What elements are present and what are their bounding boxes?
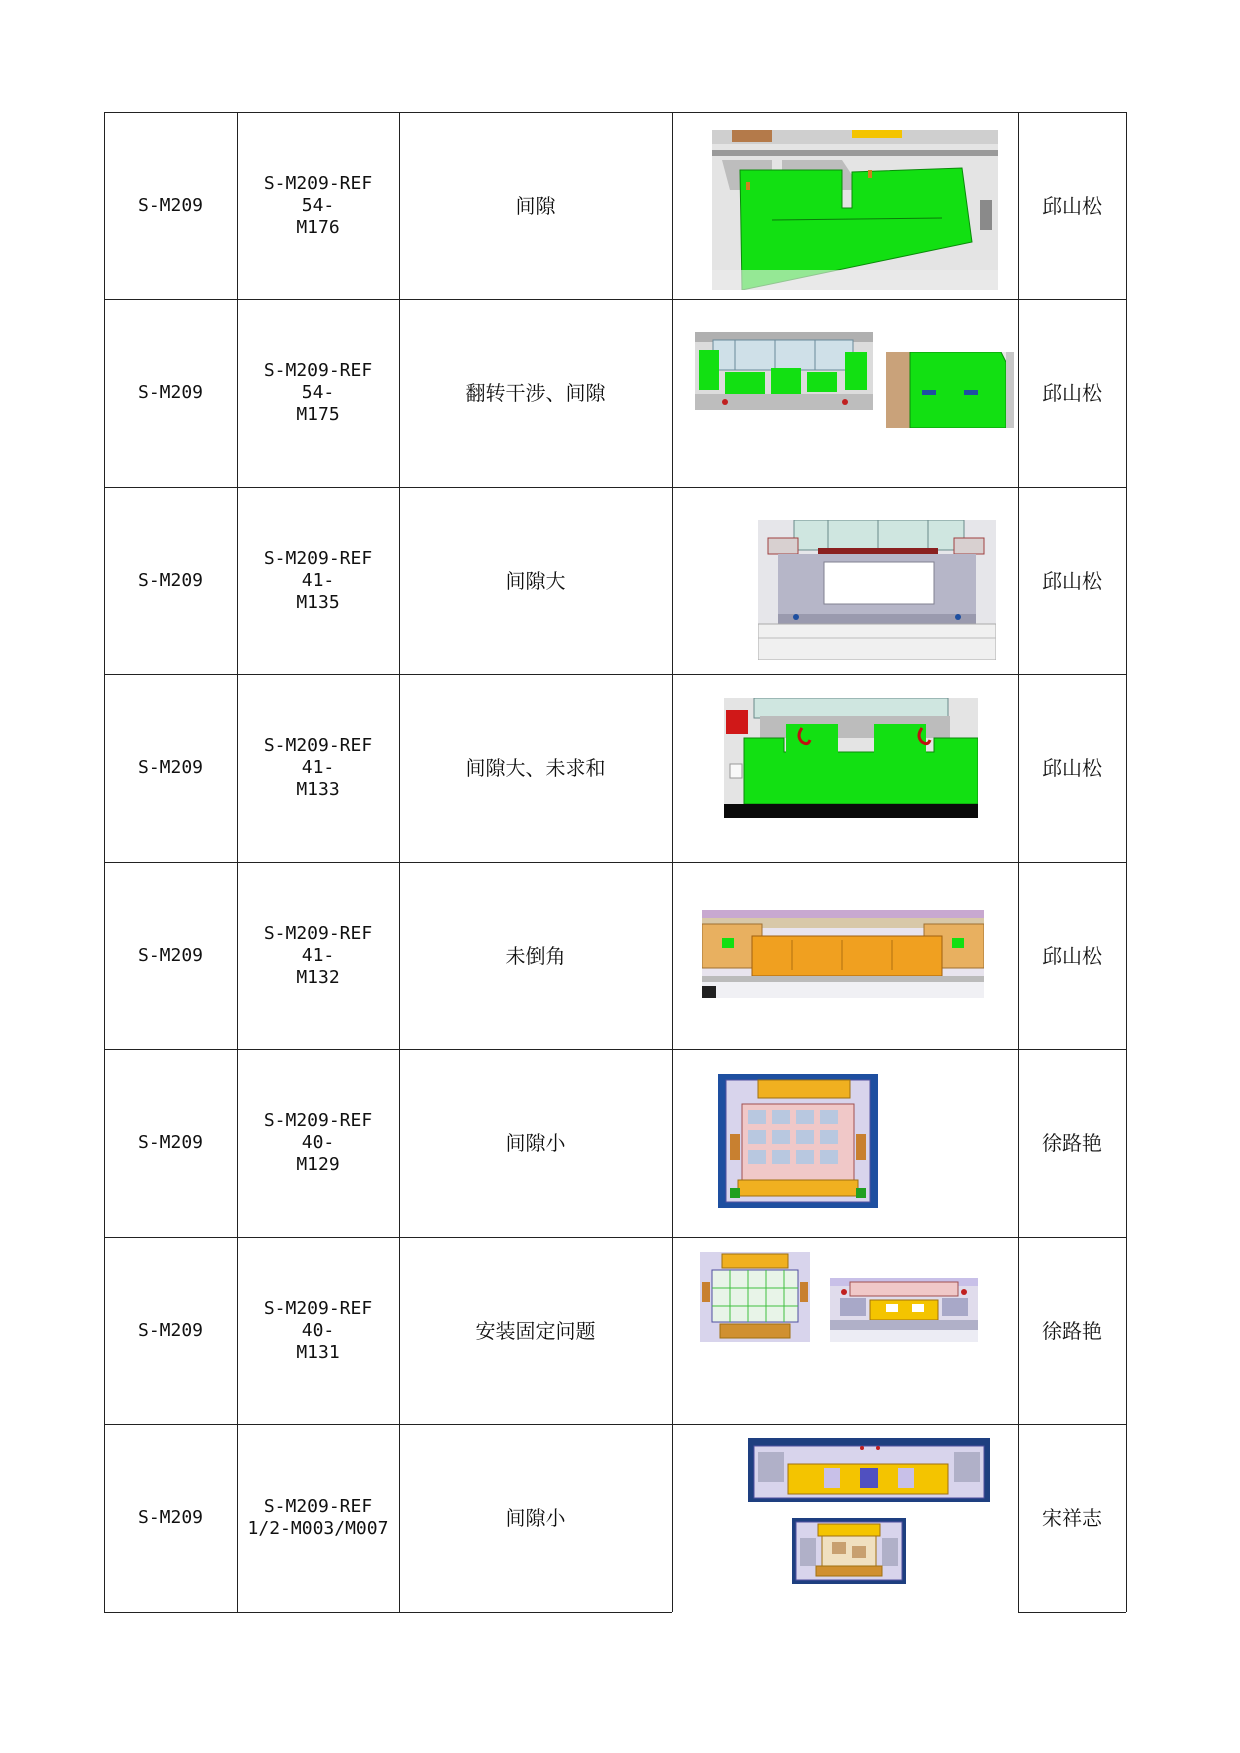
part-number-suffix: M129 <box>296 1154 340 1175</box>
issue-table <box>104 112 1126 1612</box>
model-code: S-M209 <box>137 382 204 403</box>
issue-cell <box>399 487 672 674</box>
issue-description: 间隙 <box>515 193 556 218</box>
issue-description: 安装固定问题 <box>475 1318 596 1343</box>
owner-cell <box>1018 1424 1126 1612</box>
table-row <box>104 1049 237 1237</box>
issue-description: 间隙大、未求和 <box>465 756 606 780</box>
part-number: S-M209-REF 41- <box>263 735 373 778</box>
cad-screenshot <box>792 1518 906 1584</box>
cad-screenshot <box>702 910 984 998</box>
owner-cell <box>1018 487 1126 674</box>
model-code: S-M209 <box>137 757 204 778</box>
table-row <box>104 674 237 862</box>
owner-cell <box>1018 112 1126 299</box>
issue-description: 间隙大 <box>505 568 566 593</box>
part-number: S-M209-REF 41- <box>263 922 373 966</box>
issue-cell <box>399 1049 672 1237</box>
owner-cell <box>1018 1237 1126 1424</box>
part-number-cell <box>237 1049 399 1237</box>
part-number: S-M209-REF 40- <box>263 1297 373 1341</box>
owner-cell <box>1018 299 1126 487</box>
model-code: S-M209 <box>137 944 204 966</box>
model-code: S-M209 <box>137 194 204 216</box>
part-number-suffix: M175 <box>296 404 340 425</box>
model-code: S-M209 <box>137 1132 204 1153</box>
cad-screenshot <box>718 1074 878 1208</box>
part-number-cell <box>237 112 399 299</box>
issue-description: 间隙小 <box>505 1131 566 1155</box>
owner-name: 邱山松 <box>1042 568 1102 593</box>
owner-cell <box>1018 674 1126 862</box>
owner-name: 邱山松 <box>1042 943 1102 968</box>
part-number: S-M209-REF 54- <box>263 360 373 403</box>
part-number-suffix: M176 <box>296 216 340 238</box>
part-number: S-M209-REF 40- <box>263 1110 373 1153</box>
part-number-cell <box>237 487 399 674</box>
model-code: S-M209 <box>137 1507 204 1528</box>
issue-cell <box>399 1237 672 1424</box>
grid-line <box>1018 1612 1126 1613</box>
grid-line <box>1126 112 1127 1612</box>
part-number-cell <box>237 674 399 862</box>
table-row <box>104 862 237 1049</box>
model-code: S-M209 <box>137 569 204 591</box>
owner-name: 徐路艳 <box>1042 1131 1102 1155</box>
issue-description: 间隙小 <box>505 1506 566 1530</box>
cad-screenshot <box>758 520 996 660</box>
part-number: S-M209-REF <box>263 1496 373 1517</box>
owner-name: 宋祥志 <box>1042 1506 1102 1530</box>
table-row <box>104 112 237 299</box>
issue-cell <box>399 1424 672 1612</box>
issue-description: 翻转干涉、间隙 <box>465 381 606 405</box>
issue-description: 未倒角 <box>505 943 566 968</box>
owner-cell <box>1018 862 1126 1049</box>
cad-screenshot <box>712 130 998 290</box>
owner-cell <box>1018 1049 1126 1237</box>
part-number: S-M209-REF 54- <box>263 172 373 216</box>
owner-name: 邱山松 <box>1042 756 1102 780</box>
cad-screenshot <box>724 698 978 818</box>
owner-name: 邱山松 <box>1042 193 1102 218</box>
part-number-suffix: M133 <box>296 779 340 800</box>
part-number-suffix: M135 <box>296 591 340 613</box>
part-number-cell <box>237 1424 399 1612</box>
cad-screenshot <box>700 1252 810 1342</box>
cad-screenshot <box>748 1438 990 1502</box>
part-number-cell <box>237 299 399 487</box>
owner-name: 徐路艳 <box>1042 1318 1102 1343</box>
issue-cell <box>399 112 672 299</box>
table-row <box>104 299 237 487</box>
part-number-suffix: 1/2-M003/M007 <box>247 1518 389 1539</box>
cad-screenshot <box>695 332 873 410</box>
cad-screenshot <box>886 352 1014 428</box>
table-row <box>104 487 237 674</box>
cad-screenshot <box>830 1278 978 1342</box>
grid-line <box>104 1612 672 1613</box>
model-code: S-M209 <box>137 1319 204 1341</box>
part-number: S-M209-REF 41- <box>263 547 373 591</box>
owner-name: 邱山松 <box>1042 381 1102 405</box>
part-number-cell <box>237 862 399 1049</box>
table-row <box>104 1424 237 1612</box>
part-number-suffix: M132 <box>296 966 340 988</box>
issue-cell <box>399 674 672 862</box>
issue-cell <box>399 299 672 487</box>
table-row <box>104 1237 237 1424</box>
part-number-cell <box>237 1237 399 1424</box>
issue-cell <box>399 862 672 1049</box>
part-number-suffix: M131 <box>296 1341 340 1363</box>
